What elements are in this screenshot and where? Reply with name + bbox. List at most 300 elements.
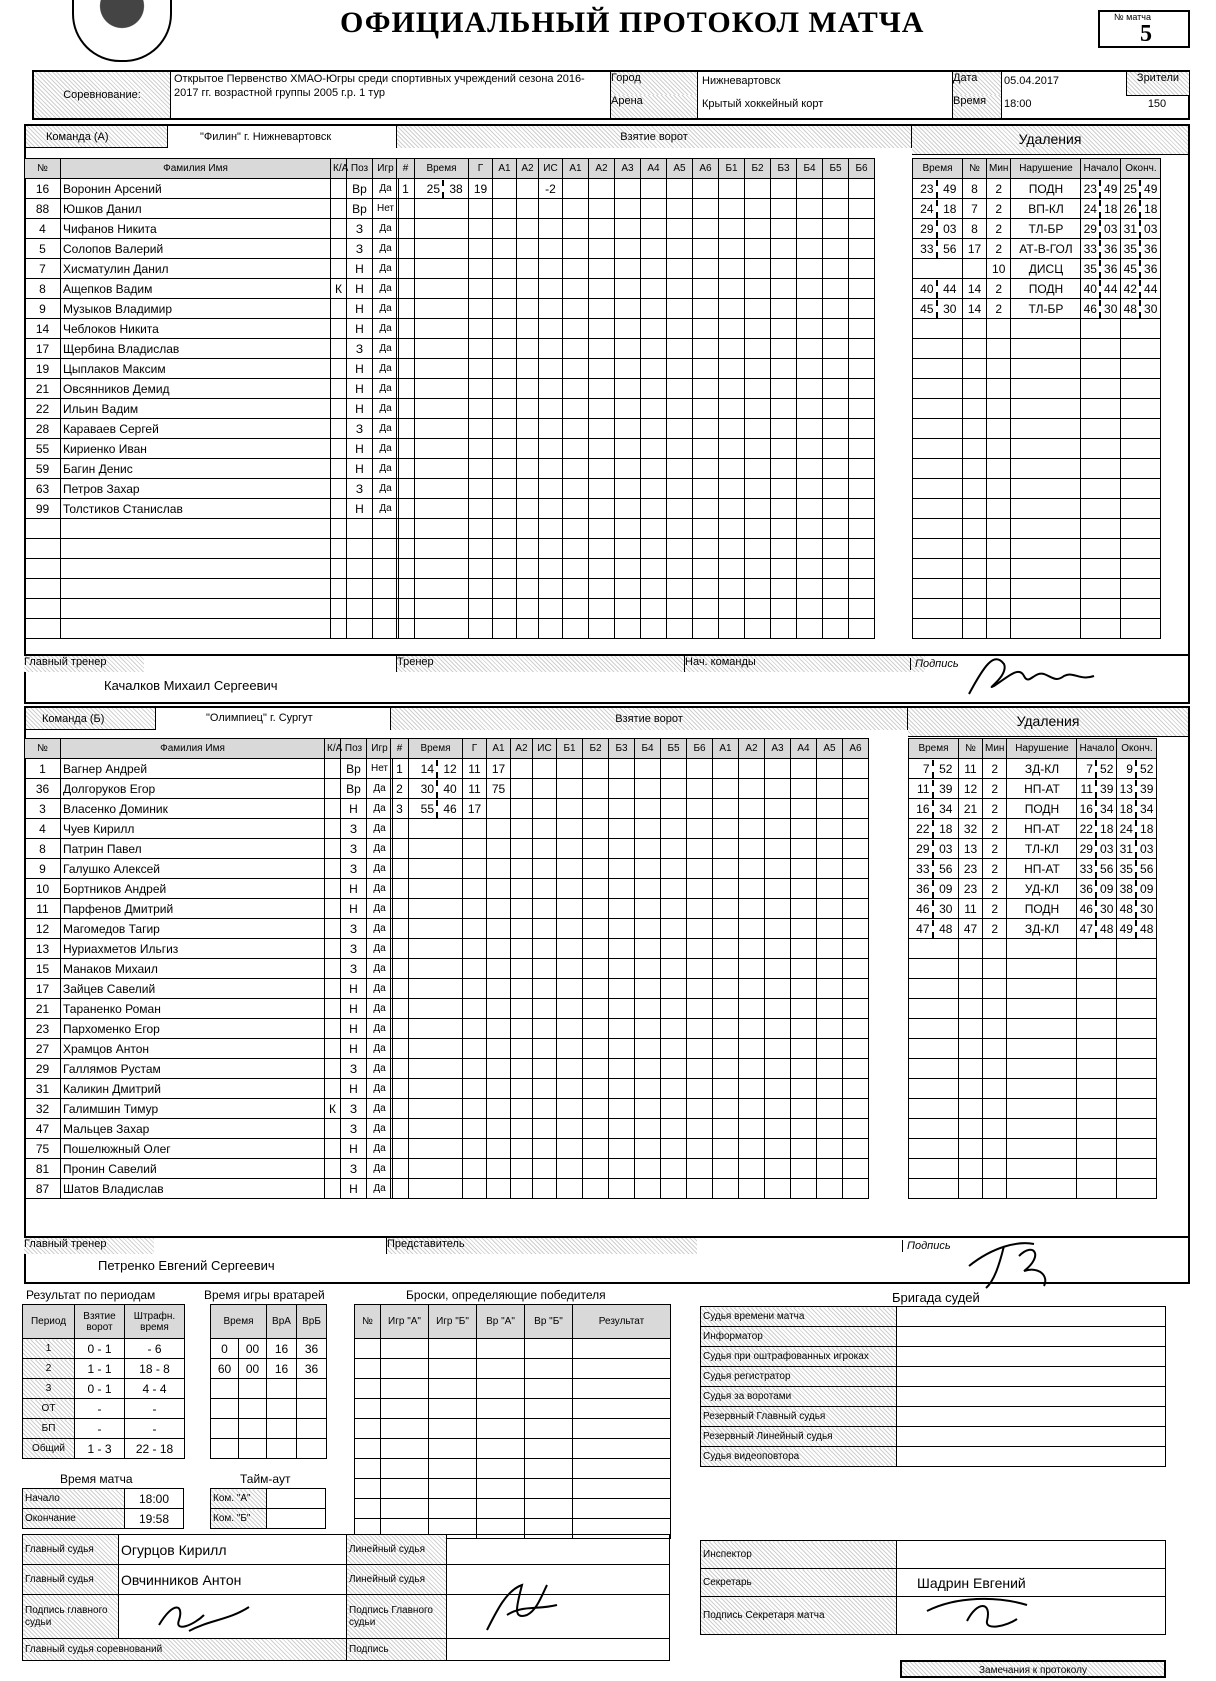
table-row xyxy=(25,1119,393,1139)
period-row xyxy=(23,1419,185,1439)
player-position: Н xyxy=(347,299,373,319)
goal-is xyxy=(539,399,563,419)
penalty-infraction: УД-КЛ xyxy=(1007,879,1077,899)
onice-cell xyxy=(589,259,615,279)
penalty-end xyxy=(1117,1059,1157,1079)
table-row xyxy=(25,759,393,779)
time-sec: 30 xyxy=(939,901,953,916)
goal-row xyxy=(397,359,875,379)
official-name xyxy=(897,1407,1166,1427)
table-row xyxy=(25,859,393,879)
onice-cell xyxy=(823,339,849,359)
onice-col: А3 xyxy=(615,159,641,179)
player-played: Да xyxy=(367,1099,393,1119)
table-row xyxy=(25,579,399,599)
table-row xyxy=(25,539,399,559)
goal-a2 xyxy=(511,1099,533,1119)
goal-a2 xyxy=(517,339,539,359)
onice-cell xyxy=(615,459,641,479)
goal-a1 xyxy=(487,939,511,959)
goal-sec: 46 xyxy=(443,801,457,816)
goal-scorer xyxy=(469,359,493,379)
goal-a1 xyxy=(493,459,517,479)
penalty-row xyxy=(909,959,1157,979)
timeout-a-label: Ком. "А" xyxy=(211,1489,267,1509)
goal-scorer xyxy=(469,239,493,259)
goal-scorer xyxy=(463,979,487,999)
time-sec: 30 xyxy=(1100,901,1114,916)
penalty-player xyxy=(963,459,987,479)
onice-cell xyxy=(771,399,797,419)
goal-a1 xyxy=(493,339,517,359)
shots-cell xyxy=(355,1439,381,1459)
penalty-row xyxy=(909,819,1157,839)
time-split xyxy=(1121,220,1160,238)
table-row xyxy=(25,199,399,219)
player-name: Петров Захар xyxy=(61,479,331,499)
onice-cell xyxy=(791,1159,817,1179)
player-name: Хисматулин Данил xyxy=(61,259,331,279)
onice-cell xyxy=(713,1159,739,1179)
penalty-infraction: ЗД-КЛ xyxy=(1007,919,1077,939)
goal-num xyxy=(397,299,415,319)
onice-cell xyxy=(589,459,615,479)
goal-scorer: 17 xyxy=(463,799,487,819)
onice-cell xyxy=(719,259,745,279)
player-played: Да xyxy=(373,359,399,379)
player-number xyxy=(25,579,61,599)
shots-cell xyxy=(573,1359,671,1379)
penalty-end xyxy=(1117,1039,1157,1059)
penalty-infraction xyxy=(1011,419,1081,439)
onice-cell xyxy=(713,859,739,879)
onice-cell xyxy=(771,559,797,579)
penalty-minutes xyxy=(983,1019,1007,1039)
onice-cell xyxy=(745,219,771,239)
onice-cell xyxy=(583,1119,609,1139)
gk-min xyxy=(211,1399,239,1419)
penalty-row xyxy=(909,1139,1157,1159)
onice-cell xyxy=(635,1019,661,1039)
penalty-end xyxy=(1121,519,1161,539)
onice-cell xyxy=(563,319,589,339)
goal-row xyxy=(391,1119,869,1139)
table-row xyxy=(25,439,399,459)
onice-cell xyxy=(719,479,745,499)
penalty-start xyxy=(1077,859,1117,879)
penalty-minutes xyxy=(983,999,1007,1019)
goal-is xyxy=(539,419,563,439)
penalty-start xyxy=(1077,1039,1117,1059)
penalty-start xyxy=(1077,1019,1117,1039)
goal-row xyxy=(391,1079,869,1099)
match-info xyxy=(32,70,1190,120)
onice-cell xyxy=(557,779,583,799)
time-min: 40 xyxy=(913,280,938,298)
table-row xyxy=(25,519,399,539)
time-min: 48 xyxy=(1121,300,1141,318)
onice-cell xyxy=(609,1119,635,1139)
penalty-header xyxy=(909,739,1157,759)
official-row xyxy=(701,1427,1166,1447)
goal-a2 xyxy=(517,239,539,259)
onice-cell xyxy=(693,579,719,599)
time-split xyxy=(913,280,962,298)
penalty-row xyxy=(909,1019,1157,1039)
onice-cell xyxy=(771,579,797,599)
penalty-time xyxy=(909,1059,959,1079)
goal-a2 xyxy=(511,959,533,979)
timeout-a-value xyxy=(267,1489,326,1509)
onice-cell xyxy=(765,859,791,879)
onice-cell xyxy=(849,379,875,399)
goal-num xyxy=(397,519,415,539)
penalty-player xyxy=(959,979,983,999)
penalty-row xyxy=(913,559,1161,579)
time-sec: 18 xyxy=(1140,821,1154,836)
time-min: 9 xyxy=(1117,760,1137,778)
penalty-end xyxy=(1121,279,1161,299)
shots-cell xyxy=(355,1499,381,1519)
penalty-table xyxy=(908,738,1157,1199)
penalty-time xyxy=(909,1039,959,1059)
table-row xyxy=(25,279,399,299)
goal-num xyxy=(391,919,409,939)
goal-a2 xyxy=(517,299,539,319)
player-position: З xyxy=(341,1159,367,1179)
onice-cell xyxy=(823,379,849,399)
onice-cell xyxy=(823,619,849,639)
shots-col: Результат xyxy=(573,1305,671,1339)
onice-cell xyxy=(693,199,719,219)
onice-cell xyxy=(687,859,713,879)
onice-cell xyxy=(771,179,797,199)
onice-cell xyxy=(745,459,771,479)
onice-cell xyxy=(745,319,771,339)
time-split xyxy=(1081,240,1120,258)
time-split xyxy=(909,900,958,918)
player-played: Да xyxy=(367,1159,393,1179)
periods-title: Результат по периодам xyxy=(26,1288,156,1302)
onice-cell xyxy=(797,619,823,639)
penalty-player: 7 xyxy=(963,199,987,219)
onice-cell xyxy=(745,519,771,539)
time-min: 29 xyxy=(913,220,938,238)
penalty-minutes: 2 xyxy=(983,839,1007,859)
goal-a1 xyxy=(487,959,511,979)
goal-time xyxy=(409,859,463,879)
goal-time xyxy=(409,1139,463,1159)
penalty-infraction xyxy=(1007,939,1077,959)
player-position: Н xyxy=(347,379,373,399)
penalty-minutes xyxy=(987,319,1011,339)
player-name xyxy=(61,579,331,599)
onice-cell xyxy=(609,859,635,879)
onice-cell xyxy=(771,339,797,359)
onice-cell xyxy=(661,939,687,959)
period-name: БП xyxy=(23,1419,75,1439)
onice-cell xyxy=(791,1119,817,1139)
goal-col-a1: А1 xyxy=(487,739,511,759)
player-name: Манаков Михаил xyxy=(61,959,325,979)
goal-scorer xyxy=(463,919,487,939)
penalty-row xyxy=(909,839,1157,859)
time-sec: 49 xyxy=(1104,181,1118,196)
penalty-row xyxy=(913,339,1161,359)
penalty-row xyxy=(909,779,1157,799)
time-min: 23 xyxy=(913,180,938,198)
time-sec: 03 xyxy=(1140,841,1154,856)
onice-cell xyxy=(791,759,817,779)
onice-cell xyxy=(765,899,791,919)
onice-cell xyxy=(583,799,609,819)
penalty-player: 17 xyxy=(963,239,987,259)
match-end-label: Окончание xyxy=(23,1509,125,1529)
referee-sig-label: Подпись главного судьи xyxy=(23,1595,119,1639)
penalty-time xyxy=(913,279,963,299)
goal-num xyxy=(397,439,415,459)
time-sec: 30 xyxy=(1104,301,1118,316)
onice-cell xyxy=(843,899,869,919)
shots-row xyxy=(355,1439,671,1459)
onice-cell xyxy=(843,759,869,779)
spectators-label: Зрители xyxy=(1126,72,1189,96)
penalty-start xyxy=(1081,479,1121,499)
onice-cell xyxy=(687,819,713,839)
period-goals-header: Взятие ворот xyxy=(75,1305,125,1339)
timeout-table xyxy=(210,1488,326,1529)
goal-row xyxy=(397,499,875,519)
penalty-time xyxy=(913,379,963,399)
time-min: 7 xyxy=(909,760,934,778)
goal-time xyxy=(415,319,469,339)
goal-row xyxy=(397,199,875,219)
player-number: 4 xyxy=(25,219,61,239)
period-goals: 1 - 3 xyxy=(75,1439,125,1459)
player-position: З xyxy=(347,479,373,499)
onice-cell xyxy=(713,839,739,859)
player-name: Мальцев Захар xyxy=(61,1119,325,1139)
player-ka xyxy=(325,939,341,959)
penalty-row xyxy=(909,1119,1157,1139)
penalty-player xyxy=(959,1139,983,1159)
time-split xyxy=(913,200,962,218)
goal-time xyxy=(409,879,463,899)
goal-a2 xyxy=(517,319,539,339)
time-sec: 56 xyxy=(1100,861,1114,876)
shots-cell xyxy=(477,1439,525,1459)
onice-cell xyxy=(687,839,713,859)
goal-is xyxy=(539,339,563,359)
shots-col: № xyxy=(355,1305,381,1339)
shots-row xyxy=(355,1479,671,1499)
onice-cell xyxy=(615,519,641,539)
penalty-start xyxy=(1077,759,1117,779)
onice-cell xyxy=(765,1019,791,1039)
penalty-player xyxy=(959,959,983,979)
player-position xyxy=(347,559,373,579)
shots-cell xyxy=(355,1419,381,1439)
goal-num xyxy=(397,399,415,419)
goal-num: 2 xyxy=(391,779,409,799)
onice-cell xyxy=(609,879,635,899)
penalty-player xyxy=(963,259,987,279)
goal-is xyxy=(539,579,563,599)
time-min: 36 xyxy=(909,880,934,898)
onice-cell xyxy=(687,879,713,899)
player-position: З xyxy=(347,339,373,359)
goal-scorer xyxy=(463,939,487,959)
goal-a2 xyxy=(511,859,533,879)
onice-cell xyxy=(635,839,661,859)
player-number: 7 xyxy=(25,259,61,279)
onice-cell xyxy=(563,519,589,539)
player-position: З xyxy=(341,1059,367,1079)
player-played: Да xyxy=(367,1119,393,1139)
onice-cell xyxy=(849,339,875,359)
time-sec: 36 xyxy=(1144,261,1158,276)
player-number: 27 xyxy=(25,1039,61,1059)
onice-cell xyxy=(823,399,849,419)
goal-scorer xyxy=(469,599,493,619)
goal-row xyxy=(397,419,875,439)
player-position: Н xyxy=(347,359,373,379)
time-sec: 56 xyxy=(1140,861,1154,876)
penalty-time xyxy=(913,419,963,439)
onice-col: А1 xyxy=(563,159,589,179)
player-position: Н xyxy=(347,319,373,339)
penalty-row xyxy=(913,259,1161,279)
player-number: 59 xyxy=(25,459,61,479)
goal-time xyxy=(415,239,469,259)
penalty-end xyxy=(1117,859,1157,879)
penalty-infraction xyxy=(1011,579,1081,599)
goal-num xyxy=(391,899,409,919)
onice-cell xyxy=(739,979,765,999)
goal-is xyxy=(533,1159,557,1179)
onice-cell xyxy=(557,919,583,939)
goal-time xyxy=(409,899,463,919)
onice-cell xyxy=(641,239,667,259)
secretary-signature xyxy=(897,1597,1166,1635)
penalty-player: 21 xyxy=(959,799,983,819)
goal-time xyxy=(415,439,469,459)
goal-scorer xyxy=(463,1159,487,1179)
onice-cell xyxy=(817,839,843,859)
onice-cell xyxy=(609,1159,635,1179)
player-played: Да xyxy=(367,1139,393,1159)
goal-num xyxy=(391,1119,409,1139)
goal-time xyxy=(409,959,463,979)
shots-row xyxy=(355,1359,671,1379)
goal-is xyxy=(533,1099,557,1119)
player-position: Н xyxy=(341,879,367,899)
goal-row xyxy=(391,959,869,979)
goal-time xyxy=(415,539,469,559)
onice-cell xyxy=(609,1179,635,1199)
onice-cell xyxy=(791,1139,817,1159)
onice-cell xyxy=(745,579,771,599)
goal-col-g: Г xyxy=(469,159,493,179)
onice-cell xyxy=(797,239,823,259)
goal-is xyxy=(539,379,563,399)
onice-cell xyxy=(563,579,589,599)
penalty-minutes xyxy=(987,499,1011,519)
onice-cell xyxy=(719,379,745,399)
penalty-end xyxy=(1117,799,1157,819)
player-position xyxy=(347,579,373,599)
goal-is xyxy=(539,199,563,219)
gk-sec xyxy=(239,1419,267,1439)
player-played: Да xyxy=(373,439,399,459)
penalty-player: 12 xyxy=(959,779,983,799)
onice-cell xyxy=(823,279,849,299)
gk-a-header: ВрА xyxy=(267,1305,297,1339)
penalty-row xyxy=(913,359,1161,379)
penalty-start xyxy=(1081,499,1121,519)
penalty-end xyxy=(1117,919,1157,939)
player-number: 14 xyxy=(25,319,61,339)
onice-cell xyxy=(745,499,771,519)
period-pim: 18 - 8 xyxy=(125,1359,185,1379)
onice-cell xyxy=(797,299,823,319)
time-min: 24 xyxy=(1117,820,1137,838)
onice-cell xyxy=(843,939,869,959)
onice-cell xyxy=(771,379,797,399)
penalty-start xyxy=(1081,219,1121,239)
penalty-row xyxy=(913,219,1161,239)
penalty-row xyxy=(913,479,1161,499)
goal-is xyxy=(539,359,563,379)
onice-cell xyxy=(739,1179,765,1199)
penalty-player: 14 xyxy=(963,299,987,319)
player-position: З xyxy=(341,859,367,879)
player-name: Ильин Вадим xyxy=(61,399,331,419)
shots-cell xyxy=(429,1339,477,1359)
gk-time-header: Время xyxy=(211,1305,267,1339)
player-ka xyxy=(325,979,341,999)
goal-num xyxy=(391,859,409,879)
goal-a2 xyxy=(511,819,533,839)
penalty-minutes xyxy=(983,979,1007,999)
player-position: Н xyxy=(341,999,367,1019)
onice-cell xyxy=(765,1059,791,1079)
gk-a: 16 xyxy=(267,1359,297,1379)
time-split xyxy=(1077,820,1116,838)
time-split xyxy=(1077,840,1116,858)
table-row xyxy=(25,619,399,639)
goal-is xyxy=(539,259,563,279)
goal-num xyxy=(391,1059,409,1079)
player-played: Да xyxy=(367,979,393,999)
player-ka xyxy=(325,919,341,939)
penalty-start xyxy=(1081,199,1121,219)
goal-scorer xyxy=(469,299,493,319)
goal-num xyxy=(397,219,415,239)
player-ka xyxy=(331,519,347,539)
onice-cell xyxy=(615,479,641,499)
penalty-minutes xyxy=(987,459,1011,479)
player-position: З xyxy=(347,219,373,239)
onice-cell xyxy=(693,239,719,259)
onice-cell xyxy=(667,559,693,579)
gk-min xyxy=(211,1419,239,1439)
period-goals: - xyxy=(75,1399,125,1419)
onice-cell xyxy=(557,759,583,779)
onice-cell xyxy=(823,299,849,319)
player-number: 31 xyxy=(25,1079,61,1099)
onice-cell xyxy=(615,259,641,279)
